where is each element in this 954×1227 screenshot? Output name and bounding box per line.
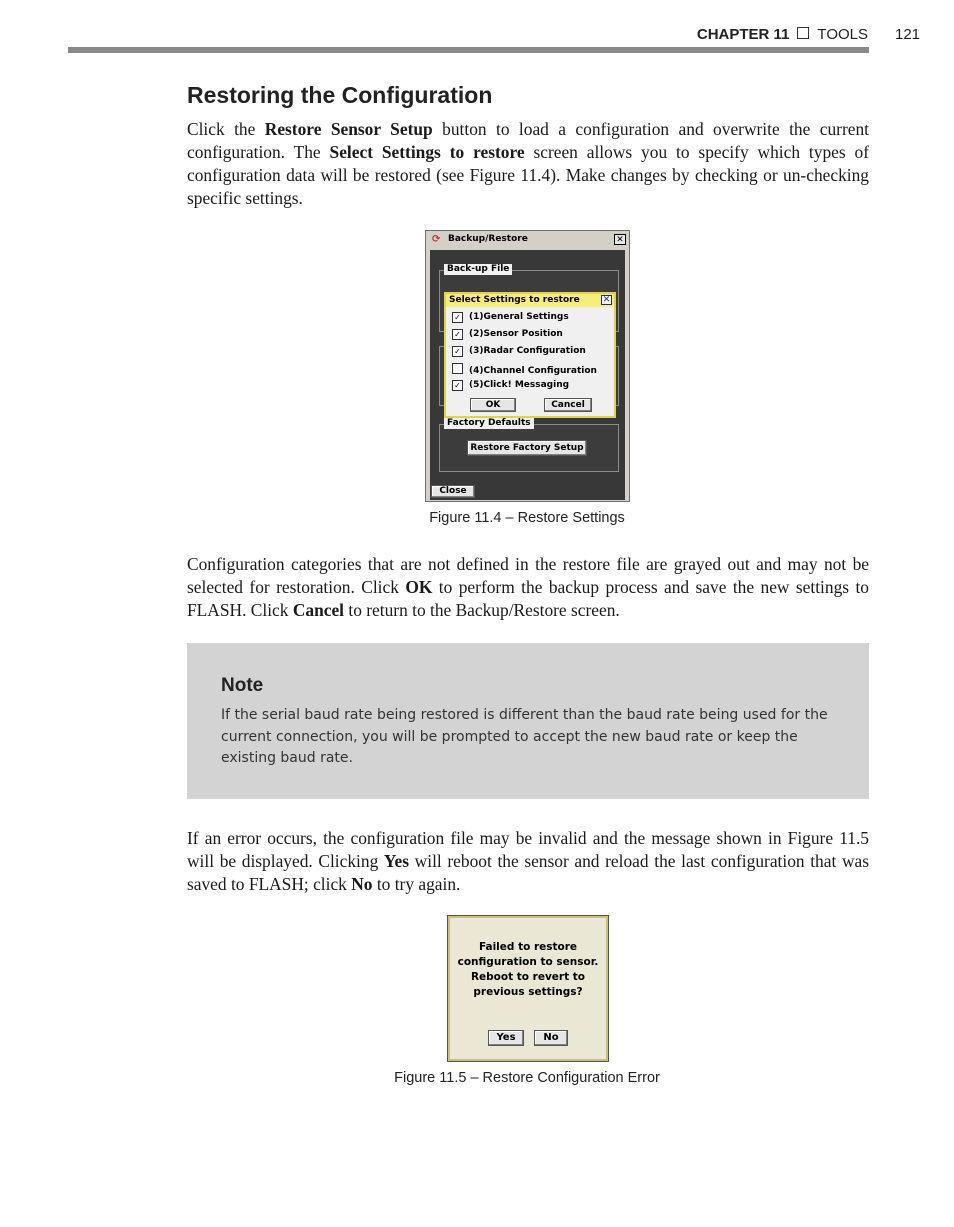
page-number: 121 <box>895 26 921 43</box>
text-run: will reboot the sensor and reload the last configuration that was saved to FLASH; click <box>187 851 869 894</box>
text-run: Click the <box>187 119 265 139</box>
ok-button[interactable]: OK <box>470 398 516 412</box>
setting-label: (3)Radar Configuration <box>469 346 586 356</box>
chapter-label: CHAPTER 11 <box>696 26 790 43</box>
setting-label: (4)Channel Configuration <box>469 366 597 376</box>
bold-run: OK <box>405 577 433 597</box>
error-message: Failed to restore configuration to sensor. Reboot to revert to previous settings? <box>457 941 599 998</box>
bold-run: Yes <box>383 851 410 871</box>
setting-label: (5)Click! Messaging <box>469 380 570 390</box>
text-run: to return to the Backup/Restore screen. <box>344 600 620 620</box>
setting-checkbox-row[interactable] <box>452 346 586 360</box>
select-settings-title-bar <box>446 294 614 307</box>
bold-run: Cancel <box>292 600 345 620</box>
window-title-bar <box>426 231 629 249</box>
figure-caption: Figure 11.5 – Restore Configuration Error <box>394 1070 660 1086</box>
close-button[interactable]: Close <box>431 485 475 498</box>
section-title: Restoring the Configuration <box>187 82 493 108</box>
checkbox[interactable]: ✓ <box>452 380 463 391</box>
note-title: Note <box>221 675 264 696</box>
dialog-close-icon[interactable]: ✕ <box>602 295 611 305</box>
cancel-button[interactable]: Cancel <box>544 398 592 412</box>
setting-checkbox-row[interactable] <box>452 329 563 343</box>
yes-button[interactable]: Yes <box>488 1030 524 1046</box>
setting-checkbox-row[interactable] <box>452 380 569 394</box>
text-run: button to load a configuration and overwrite the current configuration. The <box>187 119 870 162</box>
restore-factory-setup-button[interactable]: Restore Factory Setup <box>467 440 587 456</box>
text-run: to try again. <box>372 874 461 894</box>
no-button[interactable]: No <box>534 1030 568 1046</box>
checkbox[interactable] <box>452 363 463 374</box>
running-header <box>697 26 868 43</box>
text-run: If an error occurs, the configuration file may be invalid and the message shown in Figure 11.5 will be displayed. Clicking <box>187 828 869 871</box>
bold-run: Restore Sensor Setup <box>264 119 433 139</box>
paragraph-2 <box>187 553 869 622</box>
app-logo-icon: ⟳ <box>432 234 441 245</box>
bold-run: Select Settings to restore <box>329 142 525 162</box>
bold-run: No <box>351 874 373 894</box>
window-body <box>430 250 625 500</box>
setting-label: (2)Sensor Position <box>469 329 563 339</box>
factory-defaults-group <box>439 418 619 472</box>
restore-error-dialog <box>448 916 608 1061</box>
window-title: Backup/Restore <box>448 234 528 244</box>
checkbox[interactable]: ✓ <box>452 329 463 340</box>
checkbox[interactable]: ✓ <box>452 312 463 323</box>
figure-caption: Figure 11.4 – Restore Settings <box>429 510 625 526</box>
section-label: TOOLS <box>817 26 868 43</box>
text-run: to perform the backup process and save the new settings to FLASH. Click <box>187 577 869 620</box>
setting-label: (1)General Settings <box>469 312 569 322</box>
factory-defaults-label: Factory Defaults <box>444 418 534 429</box>
checkbox[interactable]: ✓ <box>452 346 463 357</box>
backup-restore-window <box>425 230 630 502</box>
backup-file-label: Back-up File <box>444 264 512 275</box>
text-run: Configuration categories that are not defined in the restore file are grayed out and may not be selected for restoration. Click <box>187 554 869 597</box>
square-separator-icon <box>797 27 809 39</box>
text-run: screen allows you to specify which types of configuration data will be restored (see Figure 11.4). Make changes by checking or un-checking specific settings. <box>187 142 870 208</box>
select-settings-dialog <box>444 292 616 418</box>
setting-checkbox-row[interactable] <box>452 363 597 377</box>
note-body: If the serial baud rate being restored is different than the baud rate being used for the current connection, you will be prompted to accept the new baud rate or keep the existing baud rate. <box>221 707 828 766</box>
paragraph-3 <box>187 827 869 896</box>
window-close-icon[interactable]: ✕ <box>614 234 626 245</box>
note-box <box>187 643 869 799</box>
setting-checkbox-row[interactable] <box>452 312 569 326</box>
select-settings-title: Select Settings to restore <box>449 295 580 305</box>
paragraph-1 <box>187 118 869 210</box>
header-rule <box>68 47 869 53</box>
